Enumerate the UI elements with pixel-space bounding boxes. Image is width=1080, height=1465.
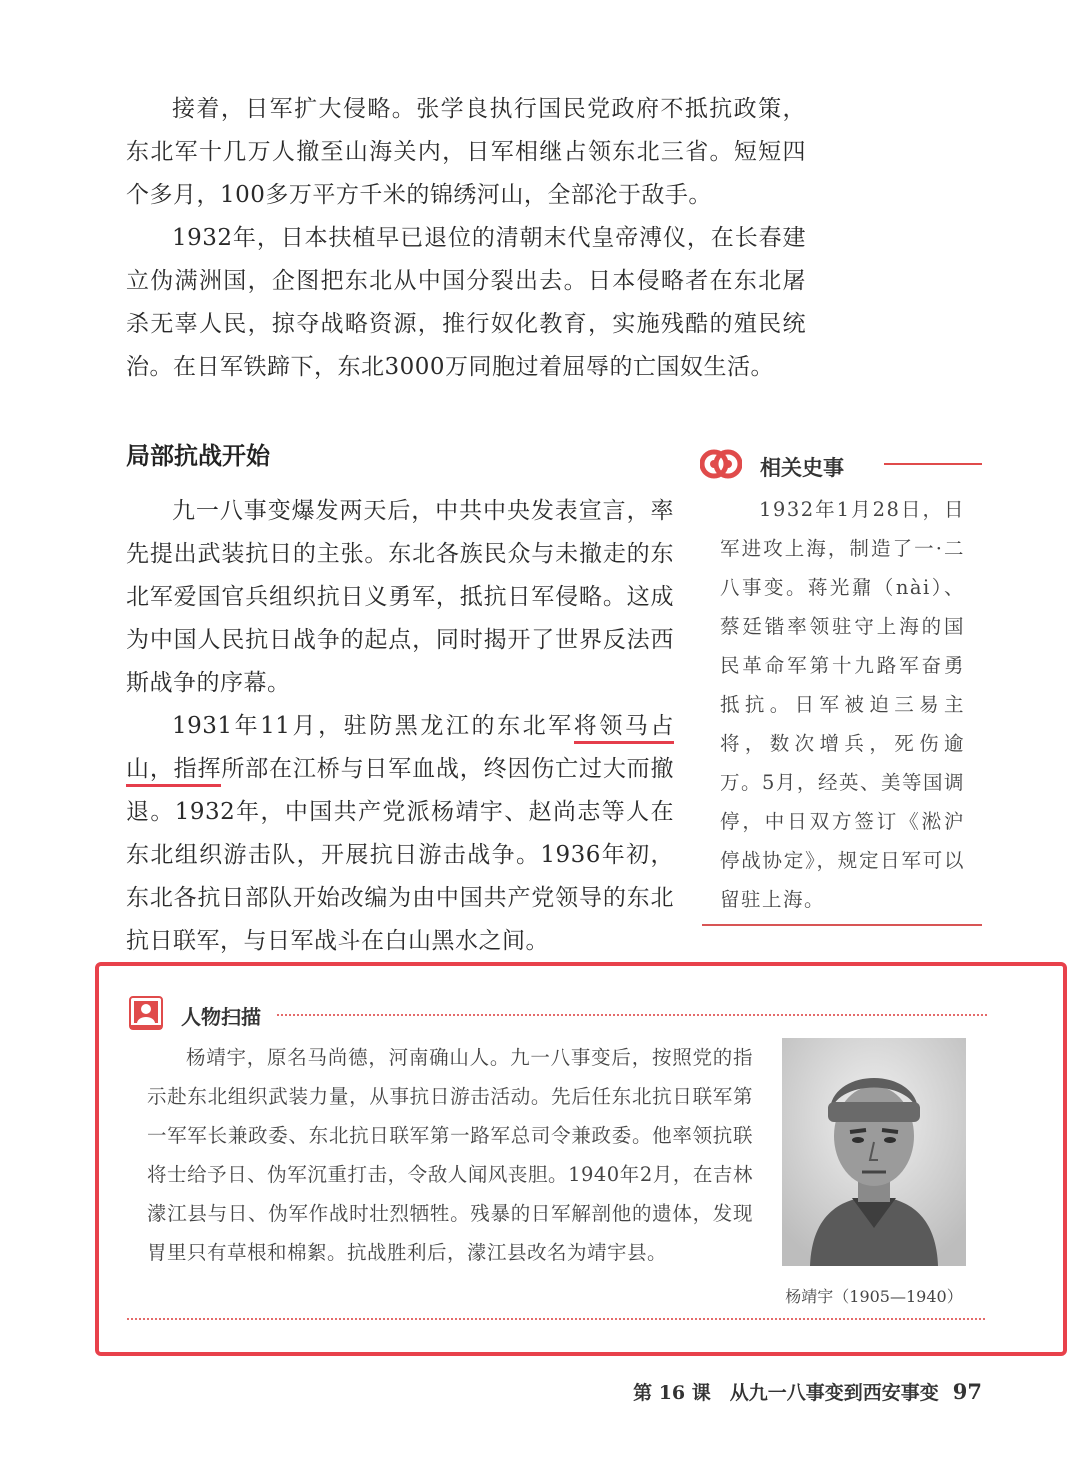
related-history-sidebar <box>700 446 982 919</box>
profile-text: 杨靖宇，原名马尚德，河南确山人。九一八事变后，按照党的指示赴东北组织武装力量，从事抗日游击活动。先后任东北抗日联军第一军军长兼政委、东北抗日联军第一路军总司令兼政委。他率领抗联将士给予日、伪军沉重打击，令敌人闻风丧胆。1940年2月，在吉林濛江县与日、伪军作战时壮烈牺牲。残暴的日军解剖他的遗体，发现胃里只有草根和棉絮。抗战胜利后，濛江县改名为靖宇县。 <box>147 1046 753 1264</box>
para2-text-after: 所部在江桥与日军血战，终因伤亡过大而撤退。1932年，中国共产党派杨靖宇、赵尚志等人在东北组织游击队，开展抗日游击战争。1936年初，东北各抗日部队开始改编为由中国共产党领导的东北抗日联军，与日军战斗在白山黑水之间。 <box>126 756 675 954</box>
top-text-block <box>126 88 806 389</box>
profile-bottom-dotted-rule <box>127 1318 985 1320</box>
portrait-illustration <box>782 1038 966 1266</box>
profile-title: 人物扫描 <box>181 1005 261 1029</box>
sidebar-header <box>700 446 982 486</box>
page-number: 97 <box>952 1379 982 1404</box>
sidebar-title-rule <box>884 463 982 465</box>
main-column <box>126 490 674 963</box>
lesson-title: 第 16 课 从九一八事变到西安事变 <box>633 1382 939 1404</box>
para2-text-before: 1931年11月，驻防黑龙江的东北军 <box>172 713 574 739</box>
sidebar-bottom-rule <box>702 924 982 926</box>
related-history-icon <box>700 446 742 482</box>
section-paragraph-2 <box>126 705 674 963</box>
paragraph-1: 接着，日军扩大侵略。张学良执行国民党政府不抵抗政策，东北军十几万人撤至山海关内，日军相继占领东北三省。短短四个多月，100多万平方千米的锦绣河山，全部沦于敌手。 <box>126 96 806 208</box>
section-paragraph-1: 九一八事变爆发两天后，中共中央发表宣言，率先提出武装抗日的主张。东北各族民众与未撤走的东北军爱国官兵组织抗日义勇军，抵抗日军侵略。这成为中国人民抗日战争的起点，同时揭开了世界反法西斯战争的序幕。 <box>126 498 674 696</box>
sidebar-title: 相关史事 <box>760 456 844 480</box>
underlined-phrase: 将领马占山，指挥 <box>126 713 674 787</box>
portrait-caption: 杨靖宇（1905—1940） <box>785 1287 963 1306</box>
portrait-photo <box>782 1038 966 1266</box>
sidebar-text: 1932年1月28日，日军进攻上海，制造了一·二八事变。蒋光鼐（nài）、蔡廷锴率领驻守上海的国民革命军第十九路军奋勇抵抗。日军被迫三易主将，数次增兵，死伤逾万。5月，经英、美等国调停，中日双方签订《淞沪停战协定》，规定日军可以留驻上海。 <box>720 498 965 911</box>
person-profile-icon <box>129 996 163 1030</box>
person-profile-box <box>95 962 1067 1356</box>
page-footer <box>633 1378 982 1405</box>
paragraph-2: 1932年，日本扶植早已退位的清朝末代皇帝溥仪，在长春建立伪满洲国，企图把东北从中国分裂出去。日本侵略者在东北屠杀无辜人民，掠夺战略资源，推行奴化教育，实施残酷的殖民统治。在日军铁蹄下，东北3000万同胞过着屈辱的亡国奴生活。 <box>126 225 806 380</box>
profile-title-dotted-rule <box>277 1014 987 1016</box>
section-heading: 局部抗战开始 <box>126 442 270 470</box>
